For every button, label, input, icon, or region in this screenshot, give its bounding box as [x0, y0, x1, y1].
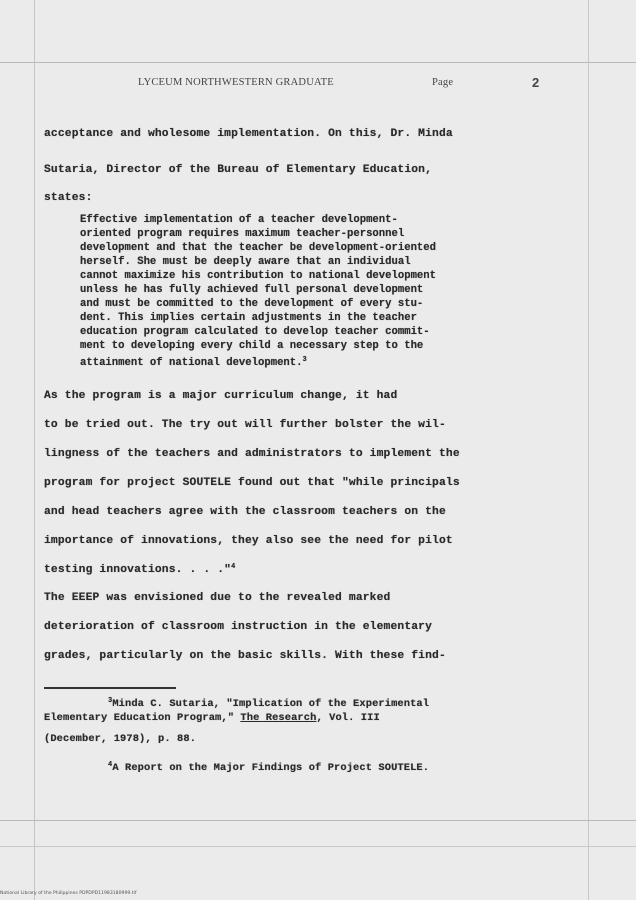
footnote-3-text: Elementary Education Program," — [44, 712, 241, 724]
body-line: grades, particularly on the basic skills. With these find- — [44, 650, 446, 662]
footnote-3-mark: 3 — [108, 697, 113, 705]
quote-line: unless he has fully achieved full personal development — [80, 284, 424, 296]
quote-line: dent. This implies certain adjustments in the teacher — [80, 312, 417, 324]
body-line: importance of innovations, they also see the need for pilot — [44, 535, 453, 547]
body-line: and head teachers agree with the classroom teachers on the — [44, 506, 446, 518]
footnote-3-line-1 — [108, 697, 429, 710]
header-page-label: Page — [432, 77, 454, 88]
body-line: lingness of the teachers and administrators to implement the — [44, 448, 460, 460]
body-line: Sutaria, Director of the Bureau of Elementary Education, — [44, 164, 433, 176]
body-line: deterioration of classroom instruction in the elementary — [44, 621, 433, 633]
frame-rule-left — [34, 0, 35, 900]
footnote-3-journal-title: The Research — [240, 712, 317, 724]
body-line-last — [44, 563, 235, 576]
footnote-4-mark: 4 — [108, 761, 113, 769]
frame-rule-right — [588, 0, 589, 900]
footnote-4-text: A Report on the Major Findings of Project SOUTELE. — [112, 762, 430, 774]
body-line: acceptance and wholesome implementation. On this, Dr. Minda — [44, 128, 453, 140]
footnote-3-text: Minda C. Sutaria, "Implication of the Experimental — [112, 698, 430, 710]
body-line: As the program is a major curriculum change, it had — [44, 390, 398, 402]
page-header — [0, 77, 636, 93]
quote-line: cannot maximize his contribution to national development — [80, 270, 437, 282]
header-page-number: 2 — [532, 75, 540, 90]
quote-line: education program calculated to develop teacher commit- — [80, 326, 430, 338]
quote-line: development and that the teacher be development-oriented — [80, 242, 437, 254]
footnote-4-line-1 — [108, 761, 429, 774]
body-line: to be tried out. The try out will further bolster the wil- — [44, 419, 446, 431]
frame-rule-top — [0, 62, 636, 63]
body-line-text: testing innovations. . . ." — [44, 564, 232, 576]
quote-line: herself. She must be deeply aware that an individual — [80, 256, 411, 268]
quote-line: Effective implementation of a teacher development- — [80, 214, 398, 226]
footnote-ref-4: 4 — [231, 563, 236, 571]
quote-line-last — [80, 354, 307, 369]
body-line: The EEEP was envisioned due to the revealed marked — [44, 592, 391, 604]
footnote-ref-3: 3 — [302, 356, 307, 364]
footnote-3-line-3: (December, 1978), p. 88. — [44, 733, 197, 745]
footnote-divider — [44, 687, 176, 689]
quote-line-text: attainment of national development. — [80, 357, 303, 369]
footnote-3-line-2 — [44, 712, 380, 724]
frame-rule-bottom-2 — [0, 846, 636, 847]
body-line: program for project SOUTELE found out that "while principals — [44, 477, 460, 489]
quote-line: ment to developing every child a necessary step to the — [80, 340, 424, 352]
footnote-3-text: , Vol. III — [316, 712, 380, 724]
quote-line: oriented program requires maximum teacher-personnel — [80, 228, 405, 240]
scan-credit: National Library of the Philippines PDPDPD11983180999.tif — [0, 891, 137, 896]
header-title: LYCEUM NORTHWESTERN GRADUATE — [138, 77, 334, 88]
frame-rule-bottom — [0, 820, 636, 821]
quote-line: and must be committed to the development of every stu- — [80, 298, 424, 310]
body-line: states: — [44, 192, 93, 204]
